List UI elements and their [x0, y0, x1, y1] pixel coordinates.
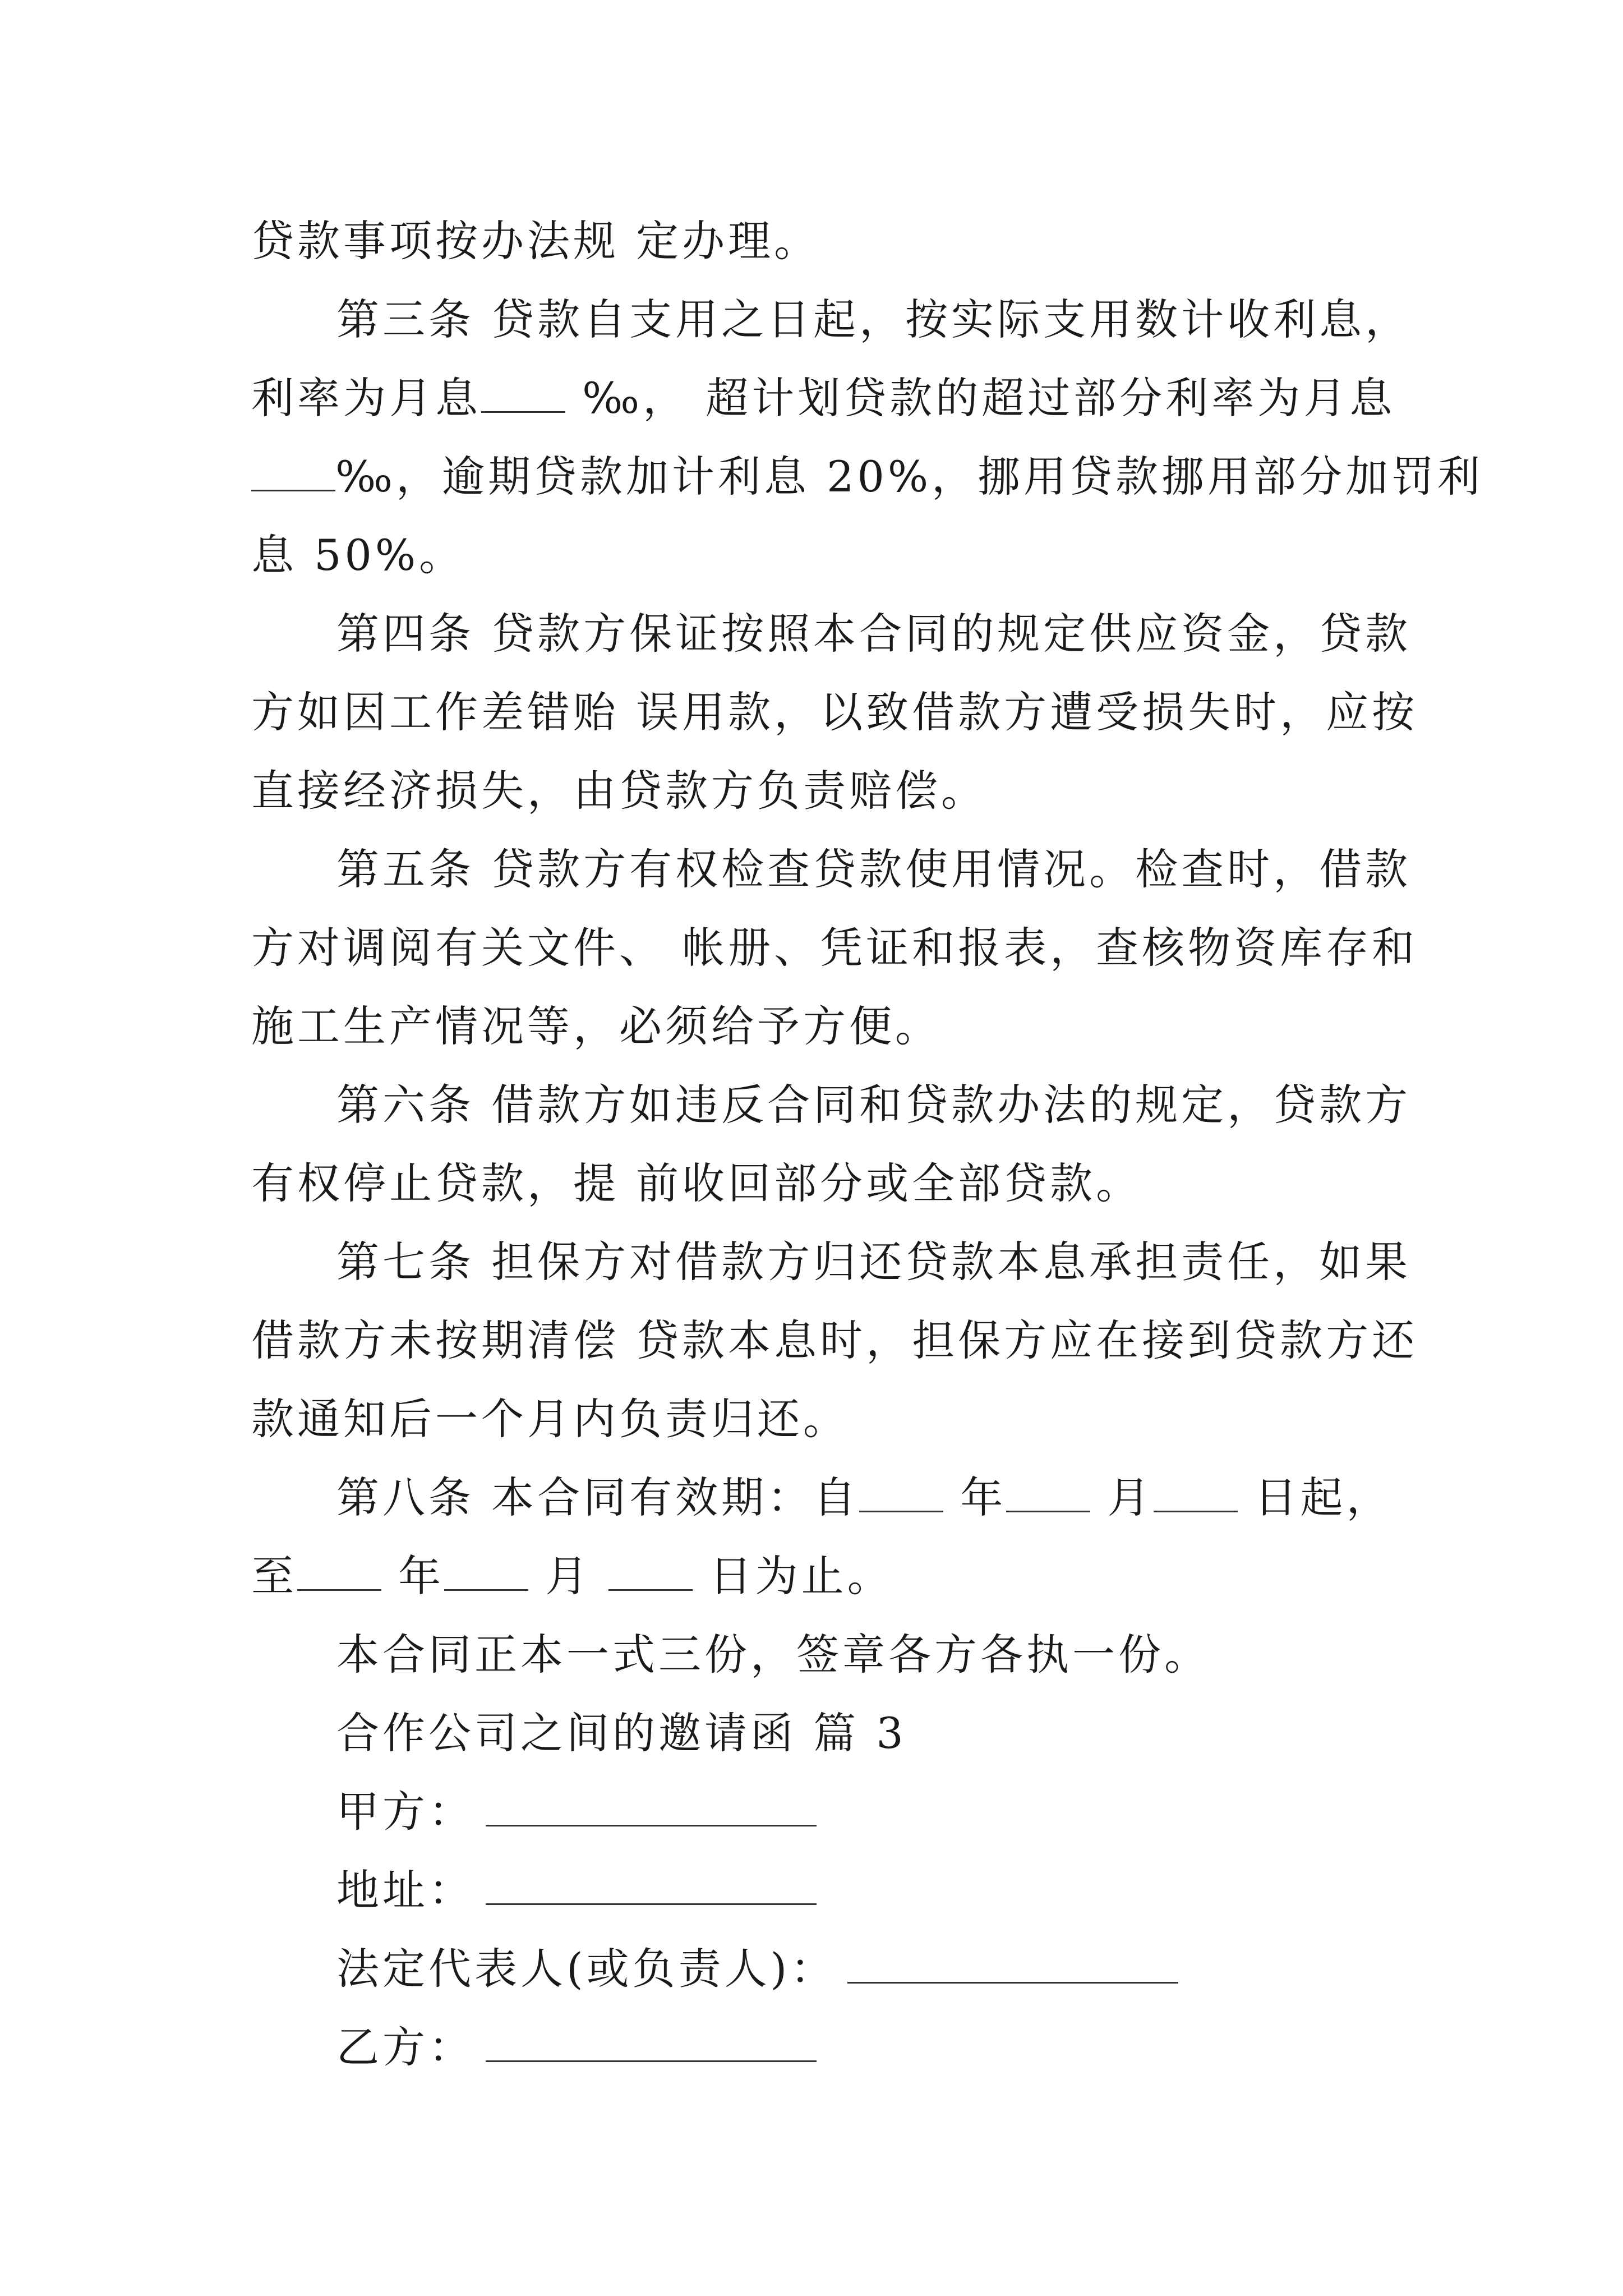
article-8-line-1: [251, 1458, 1393, 1537]
article-4-line-1: 第四条 贷款方保证按照本合同的规定供应资金，贷款: [336, 609, 1412, 659]
article-3-line-4: 息 50%。: [251, 530, 465, 580]
article-4-line-3: 直接经济损失，由贷款方负责赔偿。: [251, 766, 987, 816]
text-fragment: 年: [381, 1551, 445, 1601]
blank-field[interactable]: [608, 1551, 693, 1591]
field-label: 地址：: [336, 1865, 474, 1915]
text-fragment: 月: [1090, 1473, 1154, 1522]
article-5-line-3: 施工生产情况等，必须给予方便。: [251, 1001, 941, 1051]
article-7-line-2: 借款方未按期清偿 贷款本息时，担保方应在接到贷款方还: [251, 1315, 1418, 1365]
article-7-line-1: 第七条 担保方对借款方归还贷款本息承担责任，如果: [336, 1237, 1412, 1287]
document-page: [251, 202, 1484, 2087]
text-fragment: 利率为月息: [251, 373, 481, 423]
article-8-line-2: [251, 1537, 1384, 1616]
text-fragment: ‰， 超计划贷款的超过部分利率为月息: [565, 373, 1396, 423]
address-field: [251, 1851, 1384, 1930]
blank-field[interactable]: [251, 452, 335, 491]
article-4-line-2: 方如因工作差错贻 误用款，以致借款方遭受损失时，应按: [251, 687, 1418, 737]
text-fragment: 第八条 本合同有效期：自: [336, 1473, 860, 1522]
article-5-line-1: 第五条 贷款方有权检查贷款使用情况。检查时，借款: [336, 844, 1412, 894]
article-3-line-1: 第三条 贷款自支用之日起，按实际支用数计收利息，: [336, 295, 1412, 344]
text-fragment: 至: [251, 1551, 297, 1601]
blank-field[interactable]: [481, 373, 565, 413]
article-3-line-3: [251, 438, 1484, 516]
text-fragment: 月: [528, 1551, 608, 1601]
blank-field[interactable]: [297, 1551, 381, 1591]
party-a-input[interactable]: [486, 1787, 817, 1826]
article-5-line-2: 方对调阅有关文件、 帐册、凭证和报表，查核物资库存和: [251, 923, 1418, 973]
article-6-line-2: 有权停止贷款，提 前收回部分或全部贷款。: [251, 1158, 1142, 1208]
party-b-field: [251, 2008, 1384, 2087]
blank-field[interactable]: [1006, 1473, 1090, 1512]
party-b-input[interactable]: [486, 2022, 817, 2062]
article-6-line-1: 第六条 借款方如违反合同和贷款办法的规定，贷款方: [336, 1080, 1412, 1130]
blank-field[interactable]: [859, 1473, 943, 1512]
field-label: 法定代表人(或负责人)：: [336, 1944, 837, 1994]
legal-representative-field: [251, 1930, 1384, 2008]
text-fragment: 年: [943, 1473, 1007, 1522]
paragraph-line: 贷款事项按办法规 定办理。: [251, 216, 820, 266]
field-label: 甲方：: [336, 1787, 474, 1837]
article-3-line-2: [251, 359, 1396, 438]
legal-representative-input[interactable]: [847, 1944, 1178, 1984]
text-fragment: 日为止。: [692, 1551, 893, 1601]
field-label: 乙方：: [336, 2022, 474, 2072]
text-fragment: 日起，: [1237, 1473, 1393, 1522]
article-7-line-3: 款通知后一个月内负责归还。: [251, 1394, 849, 1444]
blank-field[interactable]: [444, 1551, 528, 1591]
copies-statement: 本合同正本一式三份，签章各方各执一份。: [336, 1630, 1210, 1680]
blank-field[interactable]: [1154, 1473, 1238, 1512]
party-a-field: [251, 1773, 1384, 1851]
section-heading: 合作公司之间的邀请函 篇 3: [336, 1708, 907, 1758]
address-input[interactable]: [486, 1865, 817, 1905]
text-fragment: ‰，逾期贷款加计利息 20%，挪用贷款挪用部分加罚利: [335, 452, 1484, 501]
